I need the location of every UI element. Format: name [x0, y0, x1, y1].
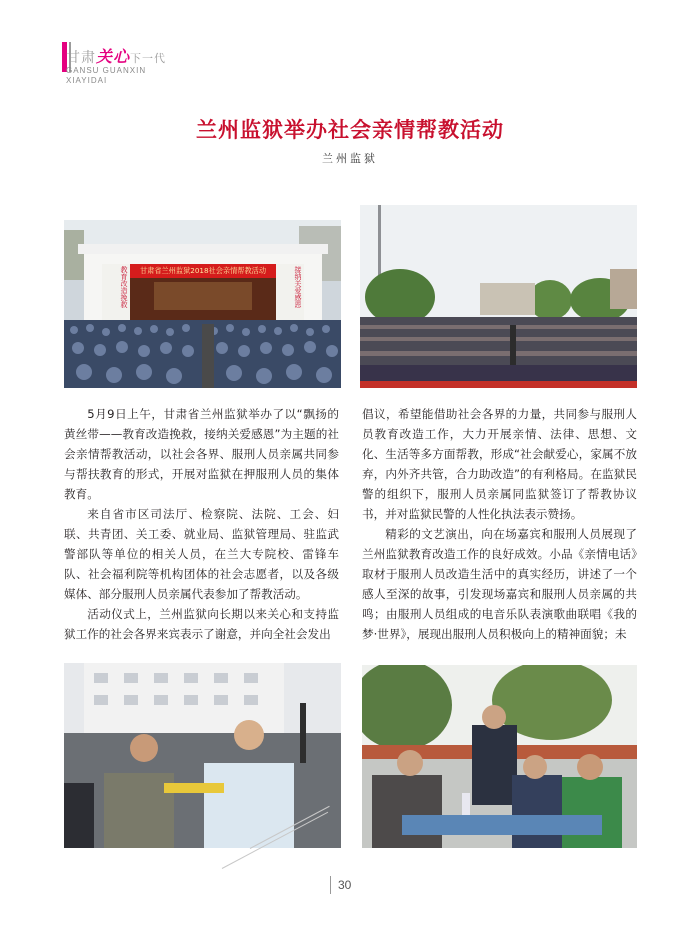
- masthead-logo: [62, 38, 182, 100]
- paragraph-2: 来自省市区司法厅、检察院、法院、工会、妇联、共青团、关工委、就业局、监狱管理局、驻监武警部队等单位的相关人员，在兰大专院校、雷锋车队、社会福利院等机构团体的社会志愿者，以及各级媒体、部分服刑人员亲属代表参加了帮教活动。: [64, 507, 339, 601]
- page-number: 30: [338, 878, 352, 892]
- photo-outdoor-crowd: [360, 205, 637, 388]
- paragraph-1: 5月9日上午，甘肃省兰州监狱举办了以“飘扬的黄丝带——教育改造挽救，接纳关爱感恩”为主题的社会亲情帮教活动，以社会各界、服刑人员亲属共同参与帮扶教育的形式，开展对监狱在押服刑人员的集体教育。: [64, 407, 339, 501]
- paragraph-4: 精彩的文艺演出，向在场嘉宾和服刑人员展现了兰州监狱教育改造工作的良好成效。小品《亲情电话》取材于服刑人员改造生活中的真实经历，讲述了一个感人至深的故事，引发现场嘉宾和服刑人员亲属的共鸣；由服刑人员组成的电音乐队表演歌曲联唱《我的梦·世界》，展现出服刑人员积极向上的精神面貌；未: [362, 527, 637, 641]
- photo-stage-ceremony: [64, 220, 341, 388]
- stage-banner-text: 甘肃省兰州监狱2018社会亲情帮教活动: [139, 266, 267, 275]
- text-column-left: [64, 404, 339, 644]
- stage-right-sign: 接纳关爱感恩: [294, 266, 302, 308]
- text-column-right: [362, 404, 637, 644]
- brand-name: 甘肃关心下一代: [66, 47, 167, 66]
- paragraph-3: 活动仪式上，兰州监狱向长期以来关心和支持监狱工作的社会各界来宾表示了谢意，并向全社会发出: [64, 607, 339, 641]
- article-title: 兰州监狱举办社会亲情帮教活动: [196, 118, 504, 142]
- brand-english-1: GANSU GUANXIN: [66, 66, 147, 75]
- brand-english-2: XIAYIDAI: [66, 76, 108, 85]
- article-author: 兰州监狱: [322, 152, 378, 165]
- photo-signing-table: [362, 665, 637, 848]
- page-number-tick: [330, 876, 331, 894]
- stage-left-sign: 教育改造挽救: [120, 266, 128, 308]
- paragraph-3-continued: 倡议，希望能借助社会各界的力量，共同参与服刑人员教育改造工作，大力开展亲情、法律、思想、文化、生活等多方面帮教，形成“社会献爱心，家属不放弃，内外齐共管，合力助改造”的有利格局。在监狱民警的组织下，服刑人员亲属同监狱签订了帮教协议书，并对监狱民警的人性化执法表示赞扬。: [362, 407, 637, 521]
